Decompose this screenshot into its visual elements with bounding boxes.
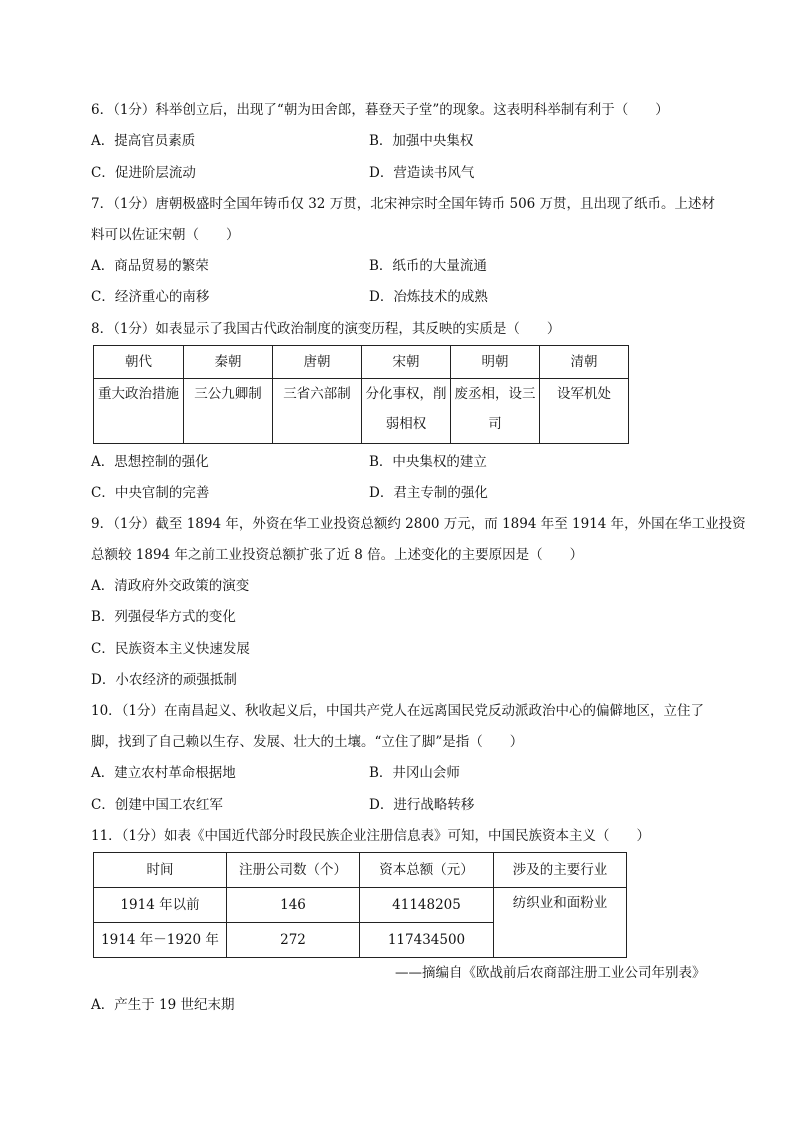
q8-option-a[interactable]: A．思想控制的强化: [91, 454, 209, 470]
q9-option-c[interactable]: C．民族资本主义快速发展: [91, 641, 250, 657]
q6-option-c[interactable]: C．促进阶层流动: [91, 165, 196, 181]
q11-cell: 1914 年以前: [94, 888, 227, 923]
q11-table-header-row: [94, 853, 627, 888]
q8-row-cell: [362, 379, 451, 444]
q10-option-b[interactable]: B．井冈山会师: [369, 765, 460, 781]
q10-stem-line2: 脚，找到了自己赖以生存、发展、壮大的土壤。“立住了脚”是指（ ）: [91, 734, 524, 750]
q11-cell: 272: [227, 923, 360, 958]
q9-option-b[interactable]: B．列强侵华方式的变化: [91, 609, 236, 625]
q11-header-cell: 时间: [94, 853, 227, 888]
q11-table: [93, 852, 627, 958]
q11-cell: 117434500: [360, 923, 494, 958]
q8-option-c[interactable]: C．中央官制的完善: [91, 485, 210, 501]
q11-cell: 41148205: [360, 888, 494, 923]
q11-industry-cell: 纺织业和面粉业: [494, 888, 627, 958]
q7-option-d[interactable]: D．冶炼技术的成熟: [369, 289, 488, 305]
q8-table-row: [94, 379, 629, 444]
q10-option-d[interactable]: D．进行战略转移: [369, 797, 475, 813]
q8-header-cell: 宋朝: [362, 346, 451, 379]
q8-row-cell-text: 分化事权，削弱相权: [365, 386, 447, 432]
q8-header-cell: 明朝: [451, 346, 540, 379]
q10-option-c[interactable]: C．创建中国工农红军: [91, 797, 223, 813]
q8-stem: 8．（1分）如表显示了我国古代政治制度的演变历程，其反映的实质是（ ）: [91, 321, 561, 337]
q8-row-cell: 设军机处: [540, 379, 629, 444]
q6-stem: 6．（1分）科举创立后，出现了“朝为田舍郎，暮登天子堂”的现象。这表明科举制有利于（ ）: [91, 102, 669, 118]
q11-header-cell: 涉及的主要行业: [494, 853, 627, 888]
q8-table: [93, 345, 629, 444]
q6-option-b[interactable]: B．加强中央集权: [369, 133, 474, 149]
q9-stem-line1: 9．（1分）截至 1894 年，外资在华工业投资总额约 2800 万元，而 1894 年至 1914 年，外国在华工业投资: [91, 516, 746, 532]
q8-header-cell: 唐朝: [273, 346, 362, 379]
q8-row-cell: [451, 379, 540, 444]
q10-option-a[interactable]: A．建立农村革命根据地: [91, 765, 236, 781]
q11-stem: 11．（1分）如表《中国近代部分时段民族企业注册信息表》可知，中国民族资本主义（ ）: [91, 828, 651, 844]
q11-source-note: ——摘编自《欧战前后农商部注册工业公司年别表》: [395, 965, 706, 981]
q8-header-cell: 朝代: [94, 346, 184, 379]
q8-table-header-row: [94, 346, 629, 379]
q8-row-cell-text: 废丞相，设三司: [454, 386, 536, 432]
q7-option-a[interactable]: A．商品贸易的繁荣: [91, 258, 209, 274]
q6-option-a[interactable]: A．提高官员素质: [91, 133, 196, 149]
q7-stem-line1: 7．（1分）唐朝极盛时全国年铸币仅 32 万贯，北宋神宗时全国年铸币 506 万贯，且出现了纸币。上述材: [91, 196, 716, 212]
q9-option-a[interactable]: A．清政府外交政策的演变: [91, 578, 250, 594]
q7-option-c[interactable]: C．经济重心的南移: [91, 289, 210, 305]
q10-stem-line1: 10．（1分）在南昌起义、秋收起义后，中国共产党人在远离国民党反动派政治中心的偏僻地区，立住了: [91, 703, 705, 719]
q8-option-d[interactable]: D．君主专制的强化: [369, 485, 488, 501]
q8-header-cell: 清朝: [540, 346, 629, 379]
q6-option-d[interactable]: D．营造读书风气: [369, 165, 475, 181]
q11-header-cell: 资本总额（元）: [360, 853, 494, 888]
q7-stem-line2: 料可以佐证宋朝（ ）: [91, 227, 240, 243]
q9-option-d[interactable]: D．小农经济的顽强抵制: [91, 672, 237, 688]
q7-option-b[interactable]: B．纸币的大量流通: [369, 258, 487, 274]
q8-row-cell: 三公九卿制: [184, 379, 273, 444]
q8-row-cell: 三省六部制: [273, 379, 362, 444]
table-row: [94, 888, 627, 923]
q11-cell: 1914 年－1920 年: [94, 923, 227, 958]
q8-row-cell: 重大政治措施: [94, 379, 184, 444]
q11-header-cell: 注册公司数（个）: [227, 853, 360, 888]
q8-header-cell: 秦朝: [184, 346, 273, 379]
q9-stem-line2: 总额较 1894 年之前工业投资总额扩张了近 8 倍。上述变化的主要原因是（ ）: [91, 547, 584, 563]
q11-option-a[interactable]: A．产生于 19 世纪末期: [91, 997, 235, 1013]
q11-cell: 146: [227, 888, 360, 923]
q8-option-b[interactable]: B．中央集权的建立: [369, 454, 487, 470]
